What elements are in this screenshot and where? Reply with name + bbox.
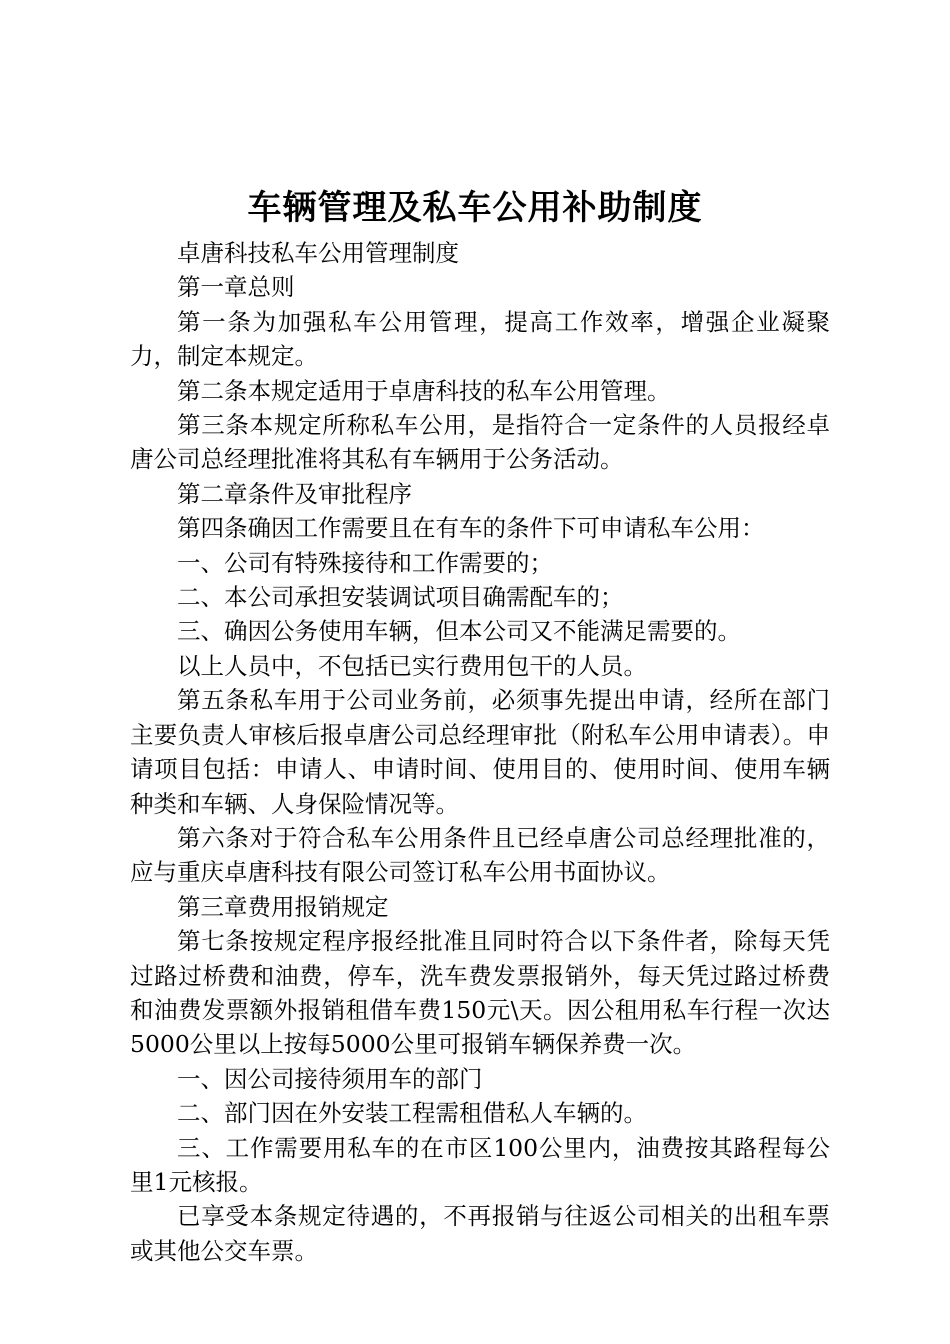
list-item: 三、确因公务使用车辆，但本公司又不能满足需要的。 bbox=[177, 617, 741, 646]
document-body bbox=[130, 236, 830, 1268]
list-item: 三、工作需要用私车的在市区100公里内，油费按其路程每公里1元核报。 bbox=[130, 1133, 830, 1196]
paragraph: 已享受本条规定待遇的，不再报销与往返公司相关的出租车票或其他公交车票。 bbox=[130, 1202, 830, 1265]
paragraph: 第四条确因工作需要且在有车的条件下可申请私车公用： bbox=[177, 514, 765, 543]
document-title: 车辆管理及私车公用补助制度 bbox=[247, 188, 703, 228]
paragraph: 以上人员中，不包括已实行费用包干的人员。 bbox=[177, 651, 647, 680]
paragraph: 第七条按规定程序报经批准且同时符合以下条件者，除每天凭过路过桥费和油费，停车，洗车费发票报销外，每天凭过路过桥费和油费发票额外报销租借车费150元\天。因公租用私车行程一次达5000公里以上按每5000公里可报销车辆保养费一次。 bbox=[130, 927, 830, 1059]
paragraph: 第五条私车用于公司业务前，必须事先提出申请，经所在部门主要负责人审核后报卓唐公司总经理审批（附私车公用申请表）。申请项目包括：申请人、申请时间、使用目的、使用时间、使用车辆种类和车辆、人身保险情况等。 bbox=[130, 686, 830, 818]
paragraph: 第二条本规定适用于卓唐科技的私车公用管理。 bbox=[177, 376, 671, 405]
list-item: 一、公司有特殊接待和工作需要的； bbox=[177, 548, 553, 577]
list-item: 二、部门因在外安装工程需租借私人车辆的。 bbox=[177, 1099, 647, 1128]
paragraph: 第六条对于符合私车公用条件且已经卓唐公司总经理批准的，应与重庆卓唐科技有限公司签订私车公用书面协议。 bbox=[130, 823, 830, 887]
paragraph: 第三条本规定所称私车公用，是指符合一定条件的人员报经卓唐公司总经理批准将其私有车辆用于公务活动。 bbox=[130, 411, 830, 474]
paragraph: 第一条为加强私车公用管理，提高工作效率，增强企业凝聚力，制定本规定。 bbox=[130, 307, 830, 371]
paragraph-subtitle: 卓唐科技私车公用管理制度 bbox=[177, 239, 459, 267]
chapter-heading: 第二章条件及审批程序 bbox=[177, 479, 412, 508]
chapter-heading: 第三章费用报销规定 bbox=[177, 892, 389, 921]
chapter-heading: 第一章总则 bbox=[177, 273, 295, 302]
list-item: 二、本公司承担安装调试项目确需配车的； bbox=[177, 583, 624, 612]
list-item: 一、因公司接待须用车的部门 bbox=[177, 1064, 483, 1093]
